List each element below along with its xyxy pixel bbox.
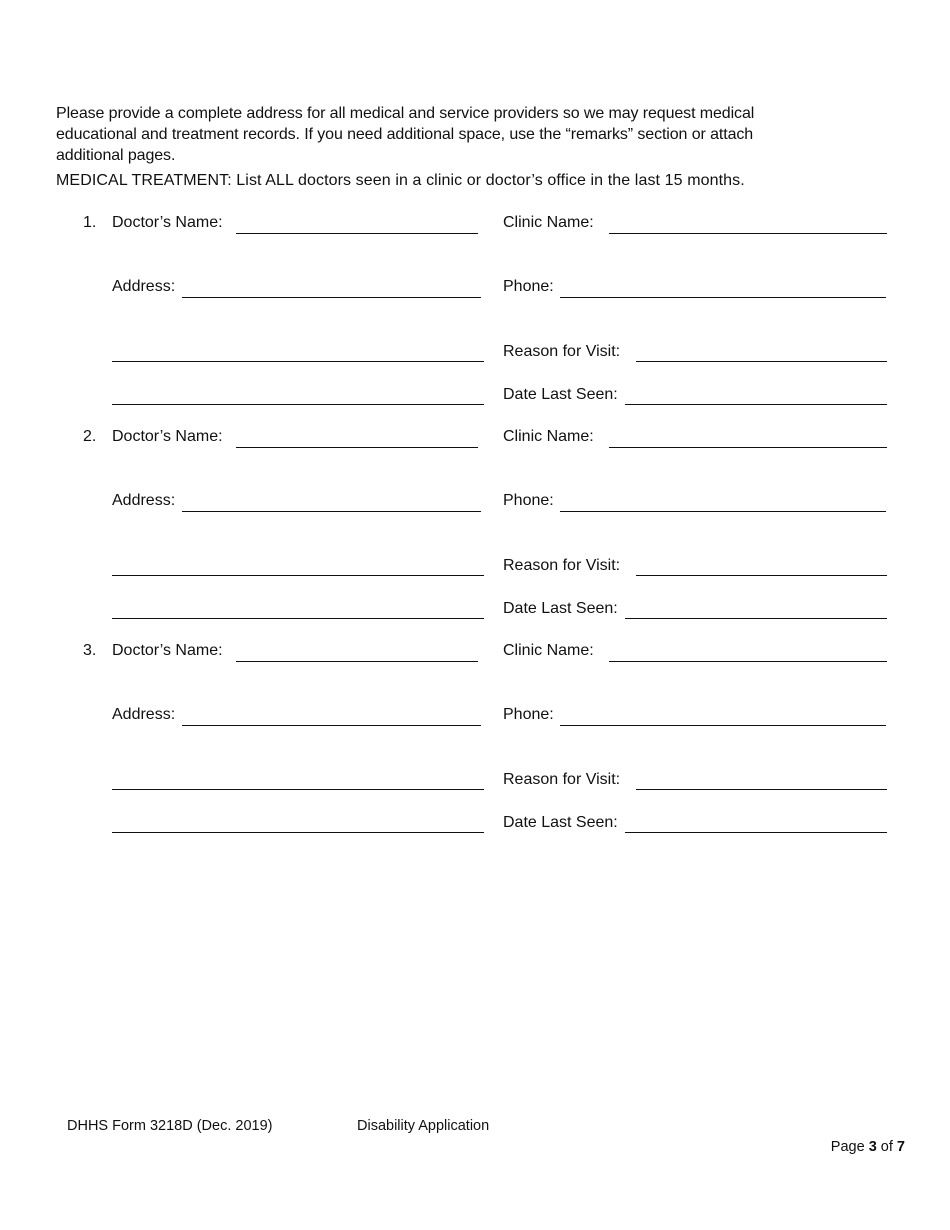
- reason-for-visit-field[interactable]: [636, 575, 887, 576]
- clinic-name-field[interactable]: [609, 661, 887, 662]
- address-label: Address:: [112, 278, 176, 295]
- reason-for-visit-field[interactable]: [636, 361, 887, 362]
- reason-for-visit-label: Reason for Visit:: [503, 771, 621, 788]
- address-line-2-field[interactable]: [112, 789, 484, 790]
- date-last-seen-label: Date Last Seen:: [503, 600, 618, 617]
- address-line-2-field[interactable]: [112, 361, 484, 362]
- reason-for-visit-label: Reason for Visit:: [503, 343, 621, 360]
- clinic-name-label: Clinic Name:: [503, 214, 594, 231]
- entry-number: 3.: [83, 642, 97, 659]
- doctor-name-label: Doctor’s Name:: [112, 642, 223, 659]
- section-heading: MEDICAL TREATMENT: List ALL doctors seen in a clinic or doctor’s office in the last 15 months.: [56, 172, 745, 189]
- intro-line-1: Please provide a complete address for all medical and service providers so we may request medical: [56, 105, 755, 122]
- intro-text: [56, 103, 886, 166]
- doctor-name-field[interactable]: [236, 447, 478, 448]
- phone-field[interactable]: [560, 511, 886, 512]
- address-line-3-field[interactable]: [112, 404, 484, 405]
- page-total: 7: [896, 1139, 905, 1155]
- address-line-3-field[interactable]: [112, 832, 484, 833]
- intro-line-3: additional pages.: [56, 147, 176, 164]
- address-line-3-field[interactable]: [112, 618, 484, 619]
- doctor-name-label: Doctor’s Name:: [112, 428, 223, 445]
- address-field[interactable]: [182, 511, 481, 512]
- reason-for-visit-field[interactable]: [636, 789, 887, 790]
- address-line-2-field[interactable]: [112, 575, 484, 576]
- page-of: of: [876, 1139, 897, 1155]
- address-label: Address:: [112, 706, 176, 723]
- doctor-name-label: Doctor’s Name:: [112, 214, 223, 231]
- entry-number: 2.: [83, 428, 97, 445]
- date-last-seen-field[interactable]: [625, 618, 887, 619]
- doctor-name-field[interactable]: [236, 661, 478, 662]
- clinic-name-label: Clinic Name:: [503, 428, 594, 445]
- form-id: DHHS Form 3218D (Dec. 2019): [67, 1118, 273, 1134]
- phone-label: Phone:: [503, 706, 554, 723]
- clinic-name-field[interactable]: [609, 233, 887, 234]
- form-title: Disability Application: [357, 1118, 490, 1134]
- date-last-seen-label: Date Last Seen:: [503, 814, 618, 831]
- phone-field[interactable]: [560, 725, 886, 726]
- page-number: [831, 1139, 905, 1155]
- page-current: 3: [868, 1139, 877, 1155]
- clinic-name-label: Clinic Name:: [503, 642, 594, 659]
- doctor-name-field[interactable]: [236, 233, 478, 234]
- phone-field[interactable]: [560, 297, 886, 298]
- address-field[interactable]: [182, 725, 481, 726]
- entry-number: 1.: [83, 214, 97, 231]
- date-last-seen-field[interactable]: [625, 832, 887, 833]
- address-field[interactable]: [182, 297, 481, 298]
- phone-label: Phone:: [503, 492, 554, 509]
- phone-label: Phone:: [503, 278, 554, 295]
- reason-for-visit-label: Reason for Visit:: [503, 557, 621, 574]
- intro-line-2: educational and treatment records. If you need additional space, use the “remarks” section or attach: [56, 126, 754, 143]
- date-last-seen-field[interactable]: [625, 404, 887, 405]
- address-label: Address:: [112, 492, 176, 509]
- clinic-name-field[interactable]: [609, 447, 887, 448]
- date-last-seen-label: Date Last Seen:: [503, 386, 618, 403]
- page-prefix: Page: [830, 1139, 869, 1155]
